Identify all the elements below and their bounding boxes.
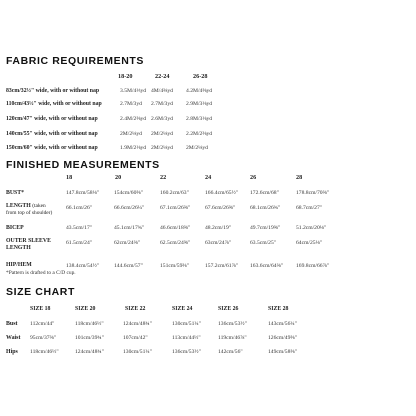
finished-cell: 43.5cm/17": [66, 225, 93, 231]
size-cell: 124cm/48¾": [75, 349, 104, 355]
size-col-header: SIZE 28: [268, 306, 289, 312]
fabric-cell: 2.7M/3yd: [151, 101, 173, 107]
fabric-row-label: 110cm/43½" wide, with or without nap: [6, 101, 102, 107]
fabric-cell: 2.7M/3yd: [120, 101, 142, 107]
finished-col-header: 26: [250, 174, 257, 181]
size-col-header: SIZE 22: [125, 306, 146, 312]
finished-cell: 64cm/25⅛": [296, 240, 323, 246]
finished-col-header: 28: [296, 174, 303, 181]
size-col-header: SIZE 18: [30, 306, 51, 312]
fabric-requirements-title: FABRIC REQUIREMENTS: [6, 55, 144, 67]
size-cell: 113cm/44½": [172, 335, 201, 341]
size-cell: 130cm/51¼": [123, 349, 152, 355]
finished-row-label-line2: LENGTH: [6, 245, 31, 251]
finished-cell: 63cm/24⅞": [205, 240, 232, 246]
size-col-header: SIZE 24: [172, 306, 193, 312]
fabric-cell: 2.4M/2⅝yd: [120, 116, 147, 122]
fabric-col-header: 18-20: [118, 73, 133, 80]
finished-row-label: [6, 203, 46, 210]
finished-cell: 68.7cm/27": [296, 205, 323, 211]
finished-cell: 147.8cm/58⅛": [66, 190, 100, 196]
fabric-row-label: 140cm/55" wide, with or without nap: [6, 131, 98, 137]
size-cell: 124cm/48¾": [123, 321, 152, 327]
finished-col-header: 24: [205, 174, 212, 181]
finished-cell: 160.2cm/63": [160, 190, 189, 196]
finished-row-label-sub: (taken: [32, 203, 46, 209]
finished-cell: 63.5cm/25": [250, 240, 277, 246]
size-cell: 136cm/53½": [218, 321, 247, 327]
size-cell: 112cm/44": [30, 321, 55, 327]
fabric-col-header: 26-28: [193, 73, 208, 80]
fabric-cell: 2.9M/3⅛yd: [186, 101, 213, 107]
size-row-label: Bust: [6, 321, 18, 327]
finished-row-label: BICEP: [6, 225, 24, 231]
finished-col-header: 18: [66, 174, 73, 181]
fabric-row-label: 83cm/32½" wide, with or without nap: [6, 88, 100, 94]
finished-cell: 157.2cm/61⅞": [205, 263, 239, 269]
size-cell: 136cm/53½": [172, 349, 201, 355]
size-row-label: Waist: [6, 335, 21, 341]
size-col-header: SIZE 26: [218, 306, 239, 312]
finished-cell: 66.1cm/26": [66, 205, 93, 211]
fabric-cell: 2.8M/3⅛yd: [186, 116, 213, 122]
size-col-header: SIZE 20: [75, 306, 96, 312]
finished-cell: 151cm/59⅜": [160, 263, 189, 269]
finished-cell: 172.6cm/68": [250, 190, 279, 196]
size-chart-title: SIZE CHART: [6, 286, 75, 298]
fabric-cell: 4M/4⅜yd: [151, 88, 173, 94]
size-cell: 149cm/58⅝": [268, 349, 297, 355]
finished-cell: 48.2cm/19": [205, 225, 232, 231]
finished-measurements-title: FINISHED MEASUREMENTS: [6, 159, 160, 171]
fabric-col-header: 22-24: [155, 73, 170, 80]
finished-col-header: 20: [115, 174, 122, 181]
fabric-cell: 2M/2⅛yd: [186, 145, 208, 151]
finished-cell: 66.6cm/26¼": [114, 205, 145, 211]
finished-cell: 51.2cm/20⅛": [296, 225, 327, 231]
size-cell: 119cm/46⅞": [218, 335, 247, 341]
finished-cell: 163.6cm/64⅜": [250, 263, 284, 269]
fabric-cell: 2M/2⅛yd: [151, 131, 173, 137]
finished-cell: 62.5cm/24⅝": [160, 240, 191, 246]
fabric-cell: 4.2M/4⅝yd: [186, 88, 213, 94]
finished-row-label: OUTER SLEEVE: [6, 238, 51, 244]
fabric-cell: 2M/2⅛yd: [151, 145, 173, 151]
size-cell: 126cm/49⅝": [268, 335, 297, 341]
size-cell: 118cm/46½": [75, 321, 104, 327]
fabric-cell: 3.5M/4⅓yd: [120, 88, 147, 94]
finished-cell: 144.6cm/57": [114, 263, 143, 269]
finished-cell: 62cm/24⅜": [114, 240, 141, 246]
finished-cell: 67.1cm/26⅜": [160, 205, 191, 211]
fabric-row-label: 120cm/47" wide, with or without nap: [6, 116, 98, 122]
finished-cell: 166.4cm/65½": [205, 190, 239, 196]
size-cell: 143cm/56¼": [268, 321, 297, 327]
size-cell: 118cm/46½": [30, 349, 59, 355]
size-cell: 130cm/51¼": [172, 321, 201, 327]
finished-row-label: HIP/HEM: [6, 262, 32, 268]
finished-cell: 45.1cm/17¾": [114, 225, 145, 231]
size-cell: 95cm/37⅜": [30, 335, 57, 341]
finished-cell: 154cm/60⅝": [114, 190, 143, 196]
size-cell: 107cm/42": [123, 335, 148, 341]
finished-cell: 169.8cm/66⅞": [296, 263, 330, 269]
finished-col-header: 22: [160, 174, 167, 181]
finished-row-label-main: LENGTH: [6, 203, 31, 209]
cup-note: *Pattern is drafted to a C/D cup.: [6, 270, 76, 276]
finished-cell: 138.4cm/54½": [66, 263, 100, 269]
fabric-cell: 2.6M/3yd: [151, 116, 173, 122]
fabric-cell: 2M/2⅛yd: [120, 131, 142, 137]
finished-cell: 61.5cm/24": [66, 240, 93, 246]
finished-cell: 49.7cm/19⅝": [250, 225, 281, 231]
finished-row-label-line2: [6, 210, 52, 217]
finished-cell: 68.1cm/26¾": [250, 205, 281, 211]
size-cell: 101cm/39¾": [75, 335, 104, 341]
finished-cell: 178.8cm/70⅜": [296, 190, 330, 196]
fabric-row-label: 150cm/60" wide, with or without nap: [6, 145, 98, 151]
finished-row-label: BUST*: [6, 190, 25, 196]
fabric-cell: 1.9M/2⅛yd: [120, 145, 147, 151]
finished-row-label-sub2: from top of shoulder): [6, 210, 53, 216]
size-row-label: Hips: [6, 349, 18, 355]
finished-cell: 46.6cm/18⅜": [160, 225, 191, 231]
size-cell: 142cm/56": [218, 349, 243, 355]
fabric-cell: 2.2M/2⅜yd: [186, 131, 213, 137]
finished-cell: 67.6cm/26⅝": [205, 205, 236, 211]
